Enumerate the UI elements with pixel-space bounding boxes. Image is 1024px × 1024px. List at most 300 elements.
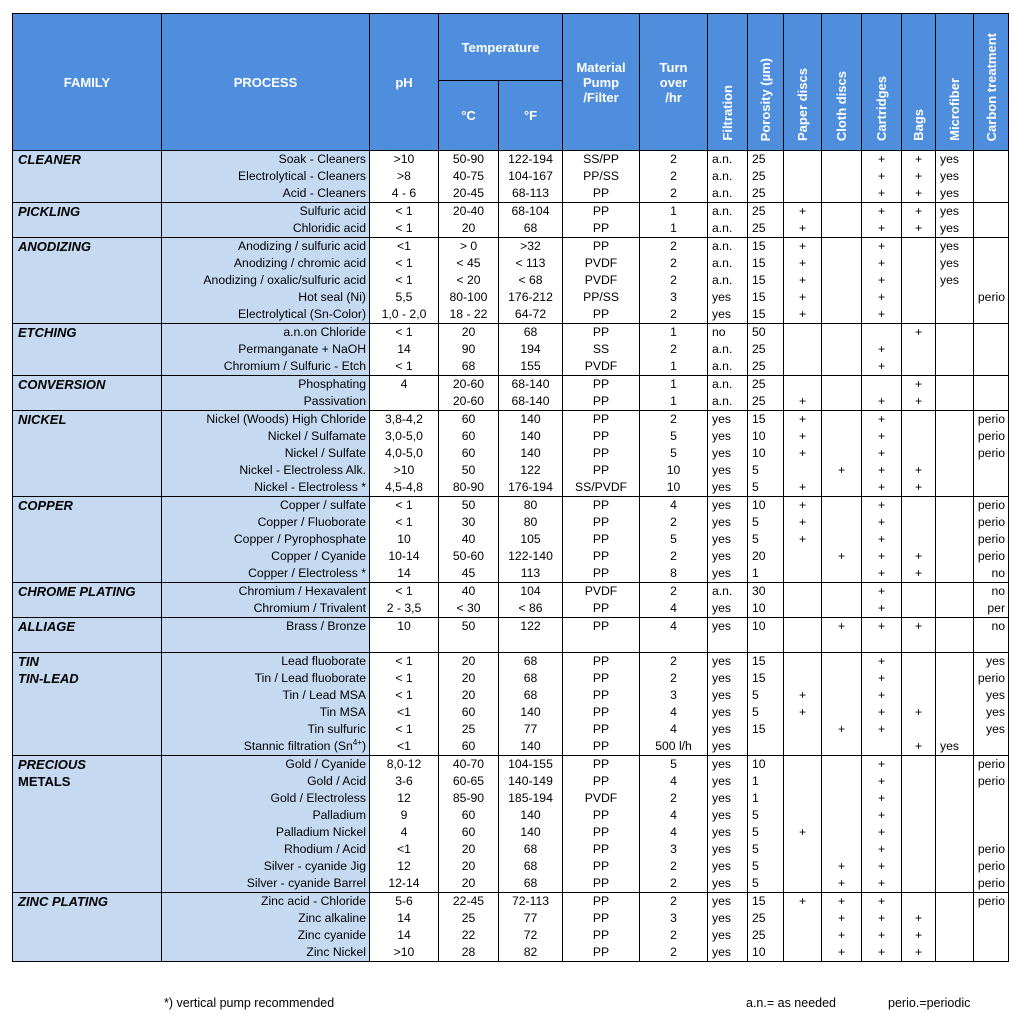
header-carbon-treatment: Carbon treatment [974, 14, 1009, 151]
material-cell: PVDF [563, 255, 640, 272]
family-cell: ALLIAGE [13, 618, 162, 636]
turnover-cell: 2 [640, 583, 708, 601]
cloth-discs-cell: + [822, 875, 862, 893]
table-row [13, 497, 1009, 515]
temp-f-cell: 122 [499, 618, 563, 636]
ph-cell: <1 [370, 238, 439, 256]
table-row [13, 944, 1009, 962]
paper-discs-cell [784, 462, 822, 479]
porosity-cell: 15 [748, 255, 784, 272]
carbon-cell [974, 393, 1009, 411]
turnover-cell: 10 [640, 479, 708, 497]
microfiber-cell [936, 548, 974, 565]
table-row [13, 704, 1009, 721]
porosity-cell: 15 [748, 653, 784, 671]
table-row [13, 756, 1009, 774]
filtration-cell: yes [708, 306, 748, 324]
ph-cell: 1,0 - 2,0 [370, 306, 439, 324]
microfiber-cell [936, 583, 974, 601]
paper-discs-cell: + [784, 479, 822, 497]
porosity-cell: 5 [748, 514, 784, 531]
material-cell: PP/SS [563, 289, 640, 306]
table-row [13, 600, 1009, 618]
bags-cell: + [902, 203, 936, 221]
carbon-cell [974, 272, 1009, 289]
temp-c-cell: 20 [439, 324, 499, 342]
microfiber-cell [936, 858, 974, 875]
bags-cell: + [902, 462, 936, 479]
temp-c-cell: 25 [439, 721, 499, 738]
cartridges-cell: + [862, 875, 902, 893]
process-cell: Zinc acid - Chloride [162, 893, 370, 911]
carbon-cell: yes [974, 704, 1009, 721]
process-cell: Chromium / Sulfuric - Etch [162, 358, 370, 376]
temp-f-cell: 176-212 [499, 289, 563, 306]
cloth-discs-cell: + [822, 893, 862, 911]
ph-cell: 9 [370, 807, 439, 824]
temp-f-cell: 104-167 [499, 168, 563, 185]
microfiber-cell [936, 618, 974, 636]
material-cell: SS/PVDF [563, 479, 640, 497]
family-cell: ETCHING [13, 324, 162, 342]
family-cell [13, 687, 162, 704]
cartridges-cell: + [862, 445, 902, 462]
carbon-cell: perio [974, 893, 1009, 911]
process-cell: Soak - Cleaners [162, 151, 370, 169]
table-row [13, 893, 1009, 911]
ph-cell: < 1 [370, 687, 439, 704]
ph-cell: < 1 [370, 255, 439, 272]
bags-cell [902, 289, 936, 306]
paper-discs-cell [784, 376, 822, 394]
process-cell: Copper / Cyanide [162, 548, 370, 565]
header-family: FAMILY [13, 14, 162, 151]
process-cell: Anodizing / sulfuric acid [162, 238, 370, 256]
carbon-cell: perio [974, 514, 1009, 531]
temp-c-cell: 80-100 [439, 289, 499, 306]
bags-cell [902, 428, 936, 445]
temp-f-cell: < 86 [499, 600, 563, 618]
process-cell: Palladium Nickel [162, 824, 370, 841]
temp-c-cell: 50 [439, 618, 499, 636]
filtration-cell: yes [708, 704, 748, 721]
filtration-cell: yes [708, 841, 748, 858]
table-row [13, 203, 1009, 221]
cloth-discs-cell: + [822, 858, 862, 875]
family-cell: ANODIZING [13, 238, 162, 256]
microfiber-cell: yes [936, 151, 974, 169]
header-cartridges: Cartridges [862, 14, 902, 151]
cartridges-cell: + [862, 428, 902, 445]
turnover-cell: 2 [640, 875, 708, 893]
family-cell [13, 565, 162, 583]
porosity-cell: 25 [748, 927, 784, 944]
porosity-cell: 5 [748, 858, 784, 875]
material-cell: PP [563, 514, 640, 531]
cartridges-cell: + [862, 168, 902, 185]
porosity-cell: 15 [748, 670, 784, 687]
temp-f-cell: 176-194 [499, 479, 563, 497]
filtration-cell: a.n. [708, 583, 748, 601]
microfiber-cell [936, 773, 974, 790]
porosity-cell: 15 [748, 306, 784, 324]
temp-c-cell: 20 [439, 670, 499, 687]
turnover-cell: 2 [640, 927, 708, 944]
material-cell: PP [563, 704, 640, 721]
cartridges-cell: + [862, 944, 902, 962]
filtration-cell: yes [708, 514, 748, 531]
turnover-cell: 2 [640, 944, 708, 962]
cartridges-cell: + [862, 393, 902, 411]
bags-cell [902, 807, 936, 824]
filtration-cell: yes [708, 565, 748, 583]
microfiber-cell: yes [936, 238, 974, 256]
paper-discs-cell [784, 151, 822, 169]
porosity-cell: 5 [748, 704, 784, 721]
paper-discs-cell [784, 358, 822, 376]
ph-cell: 4 - 6 [370, 185, 439, 203]
microfiber-cell [936, 479, 974, 497]
turnover-cell: 4 [640, 497, 708, 515]
header-process: PROCESS [162, 14, 370, 151]
filtration-cell: yes [708, 927, 748, 944]
table-row [13, 185, 1009, 203]
cartridges-cell: + [862, 272, 902, 289]
filtration-cell: a.n. [708, 255, 748, 272]
table-row [13, 618, 1009, 636]
bags-cell: + [902, 324, 936, 342]
family-cell: PICKLING [13, 203, 162, 221]
process-cell: Silver - cyanide Barrel [162, 875, 370, 893]
filtration-cell: a.n. [708, 376, 748, 394]
porosity-cell: 1 [748, 565, 784, 583]
family-cell [13, 944, 162, 962]
material-cell: PP [563, 618, 640, 636]
ph-cell: 3-6 [370, 773, 439, 790]
cartridges-cell: + [862, 927, 902, 944]
cartridges-cell: + [862, 203, 902, 221]
microfiber-cell [936, 428, 974, 445]
turnover-cell: 1 [640, 203, 708, 221]
process-cell: Tin sulfuric [162, 721, 370, 738]
bags-cell [902, 514, 936, 531]
temp-c-cell: 50 [439, 462, 499, 479]
header-microfiber: Microfiber [936, 14, 974, 151]
temp-c-cell: 90 [439, 341, 499, 358]
cartridges-cell: + [862, 910, 902, 927]
process-cell [162, 635, 370, 653]
cloth-discs-cell: + [822, 548, 862, 565]
porosity-cell: 25 [748, 341, 784, 358]
temp-f-cell: 80 [499, 514, 563, 531]
empty-cell [862, 635, 902, 653]
material-cell: PP [563, 687, 640, 704]
temp-f-cell: 140-149 [499, 773, 563, 790]
filtration-cell: a.n. [708, 341, 748, 358]
family-cell: ZINC PLATING [13, 893, 162, 911]
material-cell: PVDF [563, 790, 640, 807]
table-row [13, 875, 1009, 893]
family-cell: CHROME PLATING [13, 583, 162, 601]
family-cell [13, 635, 162, 653]
carbon-cell [974, 185, 1009, 203]
porosity-cell: 15 [748, 272, 784, 289]
porosity-cell: 5 [748, 875, 784, 893]
paper-discs-cell [784, 756, 822, 774]
microfiber-cell [936, 514, 974, 531]
temp-c-cell: 60 [439, 428, 499, 445]
table-row [13, 531, 1009, 548]
paper-discs-cell [784, 548, 822, 565]
family-cell [13, 858, 162, 875]
material-cell: PP [563, 721, 640, 738]
family-cell [13, 220, 162, 238]
cartridges-cell: + [862, 255, 902, 272]
cloth-discs-cell [822, 790, 862, 807]
turnover-cell: 1 [640, 358, 708, 376]
ph-cell: < 1 [370, 653, 439, 671]
temp-f-cell: 68-113 [499, 185, 563, 203]
material-cell: PP [563, 600, 640, 618]
material-cell: PP [563, 773, 640, 790]
bags-cell [902, 272, 936, 289]
cartridges-cell: + [862, 893, 902, 911]
bags-cell: + [902, 220, 936, 238]
header-porosity: Porosity (µm) [748, 14, 784, 151]
ph-cell: < 1 [370, 358, 439, 376]
ph-cell: 10-14 [370, 548, 439, 565]
cloth-discs-cell: + [822, 721, 862, 738]
turnover-cell: 5 [640, 445, 708, 462]
empty-cell [370, 635, 439, 653]
paper-discs-cell: + [784, 255, 822, 272]
family-cell [13, 272, 162, 289]
process-cell: Brass / Bronze [162, 618, 370, 636]
microfiber-cell [936, 807, 974, 824]
process-cell: Phosphating [162, 376, 370, 394]
carbon-cell [974, 168, 1009, 185]
ph-cell: 5,5 [370, 289, 439, 306]
family-cell [13, 168, 162, 185]
material-cell: PP [563, 653, 640, 671]
paper-discs-cell [784, 185, 822, 203]
cloth-discs-cell [822, 514, 862, 531]
paper-discs-cell [784, 583, 822, 601]
temp-c-cell: 40 [439, 583, 499, 601]
temp-c-cell: 30 [439, 514, 499, 531]
process-cell: Rhodium / Acid [162, 841, 370, 858]
family-cell: TIN-LEAD [13, 670, 162, 687]
process-cell: Palladium [162, 807, 370, 824]
carbon-cell: no [974, 565, 1009, 583]
paper-discs-cell [784, 721, 822, 738]
temp-c-cell: 60 [439, 738, 499, 756]
family-cell [13, 531, 162, 548]
cloth-discs-cell [822, 151, 862, 169]
ph-cell: <1 [370, 841, 439, 858]
paper-discs-cell [784, 807, 822, 824]
header-celsius: °C [439, 81, 499, 151]
paper-discs-cell: + [784, 445, 822, 462]
cartridges-cell: + [862, 531, 902, 548]
cloth-discs-cell [822, 687, 862, 704]
material-cell: PP [563, 548, 640, 565]
microfiber-cell [936, 462, 974, 479]
microfiber-cell [936, 910, 974, 927]
cloth-discs-cell: + [822, 618, 862, 636]
ph-cell: 12 [370, 790, 439, 807]
cartridges-cell: + [862, 514, 902, 531]
ph-cell: 4 [370, 376, 439, 394]
cloth-discs-cell [822, 497, 862, 515]
temp-c-cell: 25 [439, 910, 499, 927]
table-row [13, 238, 1009, 256]
paper-discs-cell: + [784, 824, 822, 841]
porosity-cell: 25 [748, 910, 784, 927]
legend-periodic: perio.=periodic [888, 996, 971, 1010]
filtration-cell: a.n. [708, 168, 748, 185]
table-body [13, 151, 1009, 962]
cloth-discs-cell [822, 185, 862, 203]
process-cell: Nickel (Woods) High Chloride [162, 411, 370, 429]
cartridges-cell: + [862, 151, 902, 169]
carbon-cell [974, 944, 1009, 962]
family-cell [13, 790, 162, 807]
carbon-cell [974, 324, 1009, 342]
temp-c-cell: 40-70 [439, 756, 499, 774]
process-cell: Chromium / Trivalent [162, 600, 370, 618]
porosity-cell [748, 738, 784, 756]
process-cell: Copper / Pyrophosphate [162, 531, 370, 548]
microfiber-cell [936, 376, 974, 394]
carbon-cell: perio [974, 428, 1009, 445]
process-cell: Passivation [162, 393, 370, 411]
microfiber-cell [936, 893, 974, 911]
temp-c-cell: 20 [439, 653, 499, 671]
cloth-discs-cell [822, 393, 862, 411]
filtration-cell: yes [708, 618, 748, 636]
carbon-cell: perio [974, 531, 1009, 548]
temp-f-cell: 77 [499, 721, 563, 738]
process-cell: Gold / Cyanide [162, 756, 370, 774]
filtration-cell: yes [708, 738, 748, 756]
process-cell: Tin / Lead MSA [162, 687, 370, 704]
family-cell [13, 600, 162, 618]
process-cell: Nickel / Sulfamate [162, 428, 370, 445]
material-cell: PP [563, 411, 640, 429]
family-cell [13, 738, 162, 756]
temp-c-cell: 22-45 [439, 893, 499, 911]
ph-cell: 14 [370, 910, 439, 927]
carbon-cell: yes [974, 653, 1009, 671]
temp-f-cell: 64-72 [499, 306, 563, 324]
filtration-cell: yes [708, 687, 748, 704]
cloth-discs-cell: + [822, 927, 862, 944]
bags-cell: + [902, 738, 936, 756]
carbon-cell: perio [974, 289, 1009, 306]
cloth-discs-cell [822, 773, 862, 790]
temp-f-cell: 72-113 [499, 893, 563, 911]
bags-cell [902, 756, 936, 774]
bags-cell [902, 306, 936, 324]
carbon-cell [974, 220, 1009, 238]
porosity-cell: 25 [748, 185, 784, 203]
turnover-cell: 5 [640, 756, 708, 774]
turnover-cell: 2 [640, 306, 708, 324]
cartridges-cell: + [862, 687, 902, 704]
bags-cell: + [902, 944, 936, 962]
cartridges-cell: + [862, 807, 902, 824]
ph-cell: < 1 [370, 203, 439, 221]
turnover-cell: 4 [640, 721, 708, 738]
cloth-discs-cell [822, 203, 862, 221]
filtration-cell: yes [708, 875, 748, 893]
process-cell: Anodizing / chromic acid [162, 255, 370, 272]
temp-f-cell: 140 [499, 411, 563, 429]
cartridges-cell [862, 738, 902, 756]
filtration-cell: yes [708, 479, 748, 497]
bags-cell [902, 445, 936, 462]
table-row [13, 168, 1009, 185]
turnover-cell: 2 [640, 168, 708, 185]
process-cell: Zinc cyanide [162, 927, 370, 944]
family-cell [13, 548, 162, 565]
table-row [13, 841, 1009, 858]
turnover-cell: 2 [640, 341, 708, 358]
turnover-cell: 2 [640, 185, 708, 203]
temp-c-cell: 60 [439, 445, 499, 462]
bags-cell [902, 841, 936, 858]
ph-cell: 8,0-12 [370, 756, 439, 774]
bags-cell: + [902, 565, 936, 583]
carbon-cell: perio [974, 841, 1009, 858]
empty-cell [974, 635, 1009, 653]
material-cell: PP/SS [563, 168, 640, 185]
turnover-cell: 4 [640, 600, 708, 618]
process-cell: Lead fluoborate [162, 653, 370, 671]
turnover-cell: 500 l/h [640, 738, 708, 756]
temp-c-cell: 20 [439, 220, 499, 238]
turnover-cell: 3 [640, 289, 708, 306]
table-row [13, 376, 1009, 394]
temp-c-cell: 50-60 [439, 548, 499, 565]
temp-f-cell: 113 [499, 565, 563, 583]
bags-cell [902, 773, 936, 790]
microfiber-cell [936, 824, 974, 841]
cartridges-cell: + [862, 565, 902, 583]
microfiber-cell [936, 653, 974, 671]
process-cell: Tin / Lead fluoborate [162, 670, 370, 687]
cloth-discs-cell [822, 376, 862, 394]
cloth-discs-cell: + [822, 944, 862, 962]
temp-f-cell: 77 [499, 910, 563, 927]
empty-cell [936, 635, 974, 653]
material-cell: PP [563, 185, 640, 203]
cartridges-cell: + [862, 220, 902, 238]
process-cell: Hot seal (Ni) [162, 289, 370, 306]
carbon-cell: perio [974, 548, 1009, 565]
table-row [13, 324, 1009, 342]
temp-f-cell: 104 [499, 583, 563, 601]
family-cell: NICKEL [13, 411, 162, 429]
microfiber-cell [936, 324, 974, 342]
turnover-cell: 2 [640, 238, 708, 256]
temp-f-cell: 140 [499, 704, 563, 721]
microfiber-cell [936, 306, 974, 324]
turnover-cell: 2 [640, 255, 708, 272]
table-row [13, 445, 1009, 462]
filtration-cell: yes [708, 497, 748, 515]
